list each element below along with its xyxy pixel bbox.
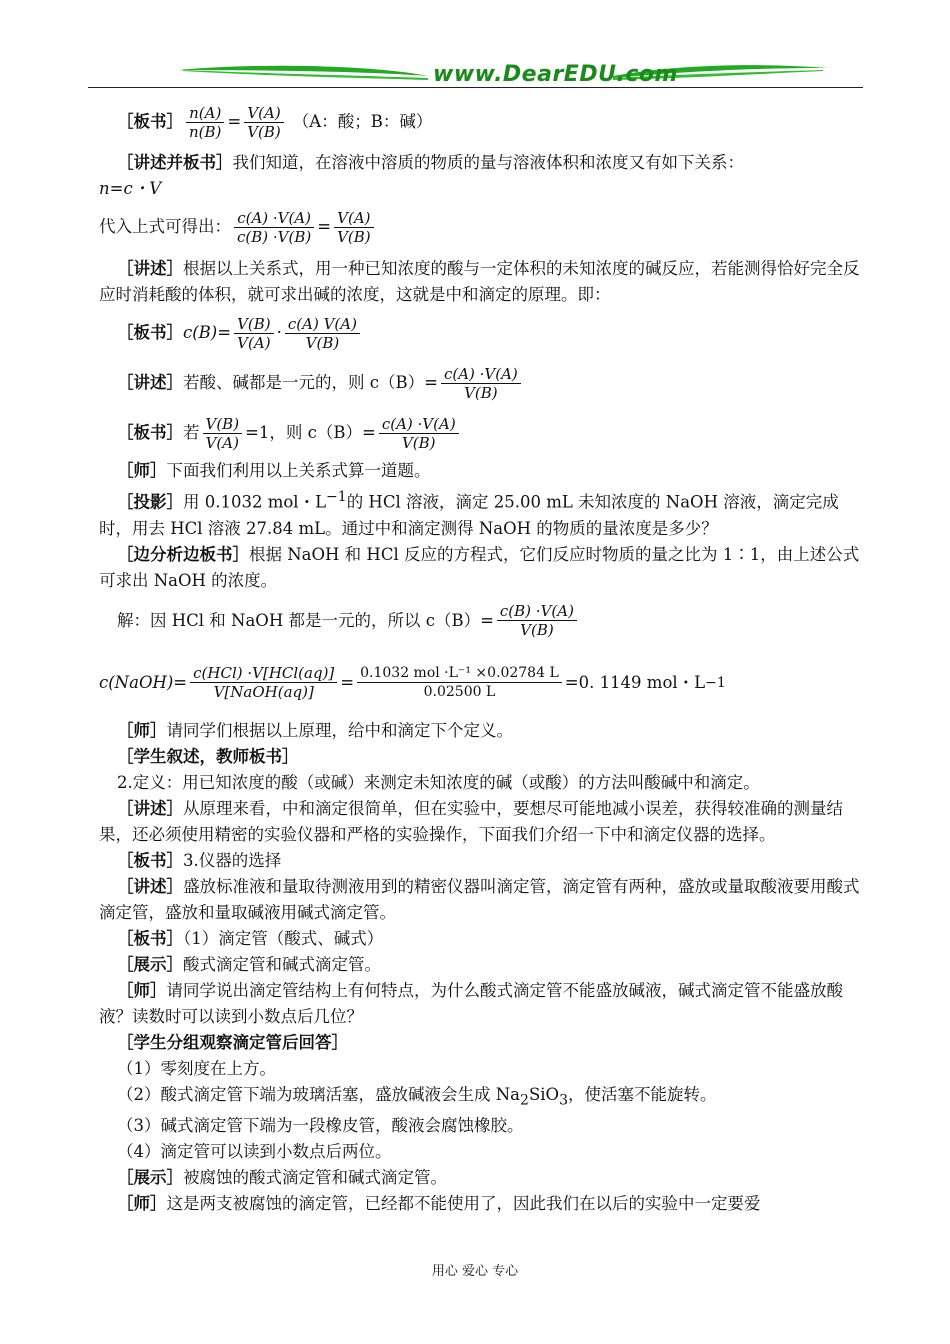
line-7 — [117, 358, 862, 408]
text: 从原理来看，中和滴定很简单，但在实验中，要想尽可能地减小误差，获得较准确的测量结果，还必须使用精密的实验仪器和严格的实验操作，下面我们介绍一下中和滴定仪器的选择。 — [99, 798, 843, 844]
line-29 — [117, 1191, 862, 1217]
line-6 — [117, 308, 862, 358]
denominator: 0.02500 L — [423, 684, 496, 700]
fraction — [285, 315, 360, 352]
tag: ［讲述］ — [117, 259, 183, 278]
numerator: c(B) ·V(A) — [497, 602, 577, 621]
denominator: n(B) — [189, 122, 222, 141]
numerator: V(A) — [244, 104, 283, 123]
line-2 — [117, 150, 862, 176]
line-5 — [99, 256, 862, 308]
line-10 — [99, 484, 862, 542]
tag: ［板书］ — [117, 423, 183, 442]
tag: ［投影］ — [117, 492, 183, 512]
denominator: V(B) — [337, 227, 371, 246]
fraction — [379, 415, 459, 452]
board-tag: ［板书］ — [117, 112, 183, 131]
line-18 — [117, 848, 862, 874]
text: 我们知道，在溶液中溶质的物质的量与溶液体积和浓度又有如下关系： — [232, 153, 744, 172]
tag: ［展示］ — [117, 1167, 183, 1187]
text: 根据 NaOH 和 HCl 反应的方程式，它们反应时物质的量之比为 1∶1，由上述公式可求出 NaOH 的浓度。 — [99, 544, 860, 590]
fraction — [441, 365, 521, 402]
text: 若酸、碱都是一元的，则 c（B）= — [183, 373, 438, 392]
denominator: V(B) — [520, 621, 554, 639]
line-17 — [99, 796, 862, 848]
tag: ［讲述］ — [117, 876, 183, 896]
numerator: c(HCl) ·V[HCl(aq)] — [190, 664, 337, 683]
equals: = — [317, 217, 332, 236]
header-rule — [88, 87, 863, 88]
tag: ［讲述并板书］ — [117, 153, 233, 172]
tag: ［学生叙述，教师板书］ — [117, 746, 299, 766]
fraction — [203, 415, 243, 452]
line-13 — [99, 648, 862, 718]
fraction — [357, 664, 562, 701]
numerator: n(A) — [186, 104, 224, 123]
numerator: V(B) — [234, 315, 274, 334]
line-19 — [99, 874, 862, 926]
line-14 — [117, 718, 862, 744]
denominator: V(B) — [247, 122, 281, 141]
line-23 — [117, 1030, 862, 1056]
tag: ［展示］ — [117, 954, 183, 974]
tag: ［板书］ — [117, 850, 183, 870]
page-footer: 用心 爱心 专心 — [431, 1264, 519, 1279]
fraction — [497, 602, 577, 639]
tag: ［板书］ — [117, 928, 183, 948]
numerator: V(B) — [203, 415, 243, 434]
line-27: （4）滴定管可以读到小数点后两位。 — [117, 1141, 392, 1161]
line-12 — [117, 594, 862, 648]
line-15 — [117, 744, 862, 770]
subscript: 2 — [520, 1091, 529, 1108]
text: 的 HCl 溶液，滴定 25.00 mL 未知浓度的 NaOH 溶液，滴定完成时，用去 HCl 溶液 27.84 mL。通过中和滴定测得 NaOH 的物质的量浓度是多少？ — [99, 492, 839, 538]
tag: ［师］ — [117, 980, 167, 1000]
numerator: 0.1032 mol ·L⁻¹ ×0.02784 L — [357, 664, 562, 683]
line-11 — [99, 542, 862, 594]
fraction — [190, 664, 337, 701]
tag: ［学生分组观察滴定管后回答］ — [117, 1032, 348, 1052]
superscript: −1 — [326, 489, 347, 505]
formula-n-cv: n=c・V — [99, 179, 162, 198]
note: （A：酸；B：碱） — [292, 112, 433, 131]
denominator: V(A) — [237, 333, 271, 352]
text: （2）酸式滴定管下端为玻璃活塞，盛放碱液会生成 Na — [117, 1084, 521, 1104]
tag: ［边分析边板书］ — [117, 544, 249, 564]
text: 这是两支被腐蚀的滴定管，已经都不能使用了，因此我们在以后的实验中一定要爱 — [166, 1193, 761, 1213]
lhs: c(NaOH)= — [99, 672, 188, 692]
equals: = — [340, 672, 355, 692]
tag: ［师］ — [117, 720, 167, 740]
fraction — [234, 209, 314, 246]
line-9 — [117, 458, 862, 484]
tag: ［讲述］ — [117, 798, 183, 818]
text: 被腐蚀的酸式滴定管和碱式滴定管。 — [183, 1167, 447, 1187]
dot: · — [276, 323, 282, 342]
line-25 — [117, 1082, 862, 1113]
text: （1）滴定管（酸式、碱式） — [183, 928, 384, 948]
text: 用 0.1032 mol・L — [183, 492, 327, 512]
text: 请同学们根据以上原理，给中和滴定下个定义。 — [166, 720, 513, 740]
numerator: V(A) — [334, 209, 373, 228]
text: 盛放标准液和量取待测液用到的精密仪器叫滴定管，滴定管有两种，盛放或量取酸液要用酸式滴定管，盛放和量取碱液用碱式滴定管。 — [99, 876, 860, 922]
subscript: 3 — [559, 1091, 568, 1108]
denominator: c(B) ·V(B) — [237, 227, 312, 246]
text: 若 — [183, 423, 200, 442]
result: =0. 1149 mol・L — [564, 672, 706, 692]
fraction — [186, 104, 224, 141]
line-24: （1）零刻度在上方。 — [117, 1058, 276, 1078]
fraction — [234, 315, 274, 352]
tag: ［讲述］ — [117, 373, 183, 392]
text: 3.仪器的选择 — [183, 850, 282, 870]
text: 解：因 HCl 和 NaOH 都是一元的，所以 c（B）= — [117, 610, 494, 630]
tag: ［师］ — [117, 1193, 167, 1213]
lhs: c(B)= — [183, 323, 232, 342]
text: 根据以上关系式，用一种已知浓度的酸与一定体积的未知浓度的碱反应，若能测得恰好完全反应时消耗酸的体积，就可求出碱的浓度，这就是中和滴定的原理。即： — [99, 259, 860, 304]
numerator: c(A) V(A) — [285, 315, 360, 334]
line-8 — [117, 408, 862, 458]
denominator: V(B) — [305, 333, 340, 352]
text: 代入上式可得出： — [99, 217, 231, 236]
text: 下面我们利用以上关系式算一道题。 — [166, 461, 431, 480]
denominator: V(B) — [401, 433, 436, 452]
numerator: c(A) ·V(A) — [379, 415, 459, 434]
fraction — [244, 104, 284, 141]
line-4 — [99, 202, 862, 252]
text: 请同学说出滴定管结构上有何特点，为什么酸式滴定管不能盛放碱液，碱式滴定管不能盛放酸液？读数时可以读到小数点后几位？ — [99, 980, 843, 1026]
text: =1，则 c（B）= — [245, 423, 376, 442]
fraction — [334, 209, 374, 246]
line-26: （3）碱式滴定管下端为一段橡皮管，酸液会腐蚀橡胶。 — [117, 1115, 524, 1135]
text: ，使活塞不能旋转。 — [567, 1084, 717, 1104]
tag: ［板书］ — [117, 323, 183, 342]
line-1 — [117, 100, 862, 144]
line-16: 2.定义：用已知浓度的酸（或碱）来测定未知浓度的碱（或酸）的方法叫酸碱中和滴定。 — [117, 772, 760, 792]
line-28 — [117, 1165, 862, 1191]
denominator: V(B) — [464, 383, 498, 402]
denominator: V(A) — [205, 433, 239, 452]
numerator: c(A) ·V(A) — [234, 209, 314, 228]
denominator: V[NaOH(aq)] — [213, 683, 314, 701]
superscript: −1 — [705, 674, 726, 691]
document-body — [99, 100, 862, 1217]
line-21 — [117, 952, 862, 978]
text: SiO — [528, 1084, 560, 1104]
text: 酸式滴定管和碱式滴定管。 — [183, 954, 381, 974]
line-22 — [99, 978, 862, 1030]
numerator: c(A) ·V(A) — [441, 365, 521, 384]
equals: = — [227, 112, 242, 131]
tag: ［师］ — [117, 461, 167, 480]
line-20 — [117, 926, 862, 952]
site-name[interactable]: www.DearEDU.com — [433, 62, 678, 87]
